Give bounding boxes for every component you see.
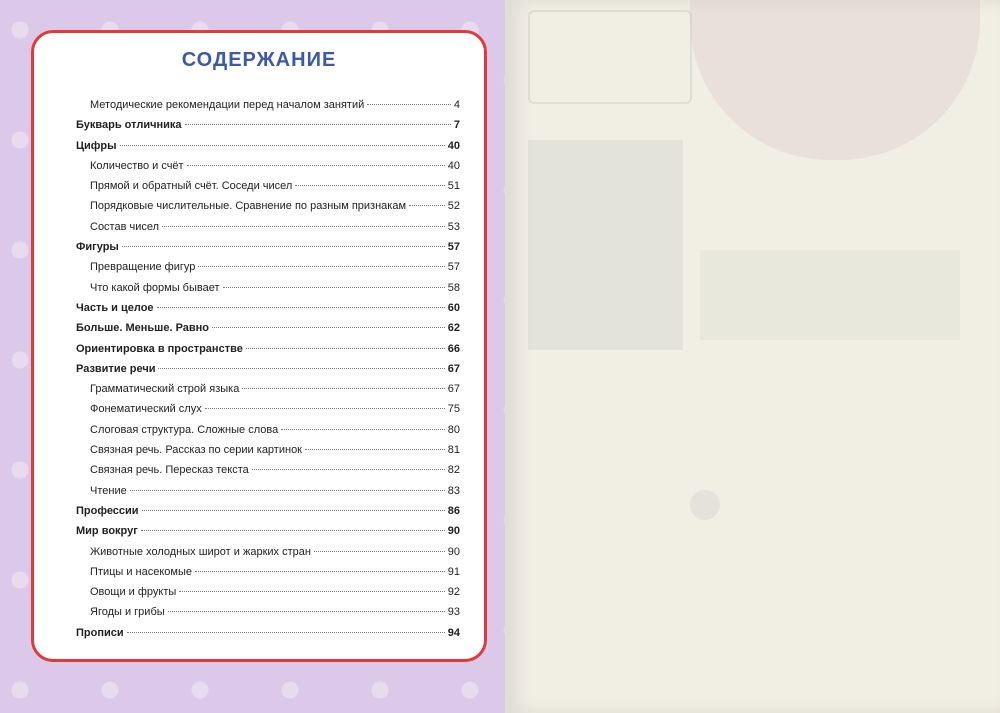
toc-entry-label: Фонематический слух (90, 403, 202, 416)
toc-leader-dots (162, 226, 445, 227)
toc-entry-label: Методические рекомендации перед началом занятий (90, 99, 365, 111)
toc-entry-page: 90 (447, 545, 460, 558)
toc-entry-page: 92 (447, 586, 460, 599)
toc-entry-page: 82 (447, 464, 460, 477)
toc-entry-label: Профессии (76, 504, 139, 517)
toc-entry-page: 94 (447, 626, 460, 639)
toc-entry-page: 90 (447, 525, 460, 538)
toc-title: СОДЕРЖАНИЕ (181, 49, 337, 71)
toc-entry-label: Часть и целое (76, 301, 154, 314)
toc-leader-dots (142, 510, 445, 511)
toc-entry-page: 75 (447, 403, 460, 416)
toc-entry-label: Животные холодных широт и жарких стран (90, 545, 311, 558)
toc-entry (76, 302, 460, 322)
toc-entry-label: Больше. Меньше. Равно (76, 322, 210, 335)
toc-leader-dots (127, 632, 445, 633)
toc-leader-dots (409, 205, 445, 206)
toc-entry-label: Превращение фигур (90, 261, 196, 274)
toc-entry-page: 83 (447, 484, 460, 497)
toc-entry-page: 52 (447, 200, 460, 213)
toc-entry-label: Фигуры (76, 241, 119, 254)
toc-entry-page: 81 (447, 444, 460, 457)
toc-entry-page: 62 (447, 322, 460, 335)
toc-entry-label: Птицы и насекомые (90, 565, 193, 578)
toc-entry (76, 241, 460, 261)
toc-entry-page: 93 (447, 606, 460, 619)
toc-entry (76, 464, 460, 484)
toc-entry-label: Порядковые числительные. Сравнение по разным признакам (90, 200, 407, 213)
toc-entry (76, 627, 460, 647)
toc-leader-dots (295, 185, 444, 186)
toc-entry-page: 7 (453, 119, 460, 132)
toc-entry (76, 282, 460, 302)
toc-entry-page: 86 (447, 504, 460, 517)
toc-leader-dots (122, 246, 445, 247)
toc-entry (76, 505, 460, 525)
toc-entry (76, 99, 460, 119)
toc-leader-dots (367, 104, 451, 105)
toc-leader-dots (246, 348, 445, 349)
bleed-through-shape (528, 10, 692, 104)
toc-leader-dots (281, 429, 445, 430)
toc-entry-page: 40 (447, 159, 460, 172)
toc-entry-page: 40 (447, 139, 460, 152)
bleed-through-shape (690, 490, 720, 520)
toc-leader-dots (120, 145, 445, 146)
toc-entry-label: Прямой и обратный счёт. Соседи чисел (90, 180, 293, 193)
toc-leader-dots (185, 124, 451, 125)
toc-leader-dots (223, 287, 445, 288)
toc-entry (76, 180, 460, 200)
toc-entry-page: 51 (447, 180, 460, 193)
toc-entry-page: 80 (447, 423, 460, 436)
toc-leader-dots (157, 307, 445, 308)
toc-entry (76, 343, 460, 363)
toc-entry-label: Слоговая структура. Сложные слова (90, 423, 279, 436)
toc-entry-page: 57 (447, 261, 460, 274)
toc-leader-dots (158, 368, 444, 369)
toc-entry (76, 546, 460, 566)
toc-entry (76, 383, 460, 403)
toc-leader-dots (305, 449, 445, 450)
toc-leader-dots (179, 591, 444, 592)
toc-leader-dots (252, 469, 445, 470)
toc-entry-label: Мир вокруг (76, 525, 138, 538)
toc-leader-dots (205, 408, 445, 409)
toc-entry (76, 424, 460, 444)
toc-entry-page: 57 (447, 241, 460, 254)
toc-entry-page: 4 (453, 99, 460, 111)
toc-leader-dots (130, 490, 445, 491)
toc-list (76, 99, 460, 647)
toc-leader-dots (141, 530, 445, 531)
toc-leader-dots (198, 266, 444, 267)
toc-entry-label: Грамматический строй языка (90, 383, 240, 396)
toc-entry-label: Состав чисел (90, 220, 160, 233)
toc-entry-page: 67 (447, 362, 460, 375)
toc-entry-label: Прописи (76, 626, 124, 639)
toc-entry (76, 606, 460, 626)
toc-entry (76, 119, 460, 139)
toc-entry (76, 363, 460, 383)
toc-entry-label: Овощи и фрукты (90, 586, 177, 599)
toc-entry-page: 67 (447, 383, 460, 396)
bleed-through-shape (528, 140, 683, 350)
toc-card (31, 30, 487, 662)
toc-leader-dots (195, 571, 445, 572)
bleed-through-shape (700, 250, 960, 340)
toc-entry-label: Ориентировка в пространстве (76, 342, 243, 355)
toc-entry-label: Ягоды и грибы (90, 606, 165, 619)
toc-leader-dots (212, 327, 445, 328)
toc-entry (76, 403, 460, 423)
toc-entry-page: 91 (447, 565, 460, 578)
toc-entry (76, 221, 460, 241)
toc-entry-label: Количество и счёт (90, 159, 184, 172)
toc-entry (76, 444, 460, 464)
toc-entry (76, 160, 460, 180)
toc-entry-page: 60 (447, 301, 460, 314)
toc-leader-dots (187, 165, 445, 166)
toc-leader-dots (168, 611, 445, 612)
toc-entry (76, 140, 460, 160)
toc-entry (76, 566, 460, 586)
toc-entry-label: Связная речь. Рассказ по серии картинок (90, 444, 302, 457)
toc-entry-page: 66 (447, 342, 460, 355)
toc-entry-label: Связная речь. Пересказ текста (90, 464, 249, 477)
toc-entry (76, 261, 460, 281)
toc-entry (76, 586, 460, 606)
toc-leader-dots (242, 388, 444, 389)
toc-entry-label: Чтение (90, 484, 127, 497)
toc-entry-label: Цифры (76, 139, 117, 152)
toc-leader-dots (314, 551, 445, 552)
toc-entry-label: Букварь отличника (76, 119, 182, 132)
toc-entry-label: Что какой формы бывает (90, 281, 220, 294)
toc-entry (76, 200, 460, 220)
toc-entry (76, 485, 460, 505)
toc-entry-page: 58 (447, 281, 460, 294)
toc-entry (76, 525, 460, 545)
toc-entry (76, 322, 460, 342)
toc-entry-label: Развитие речи (76, 362, 156, 375)
toc-entry-page: 53 (447, 220, 460, 233)
